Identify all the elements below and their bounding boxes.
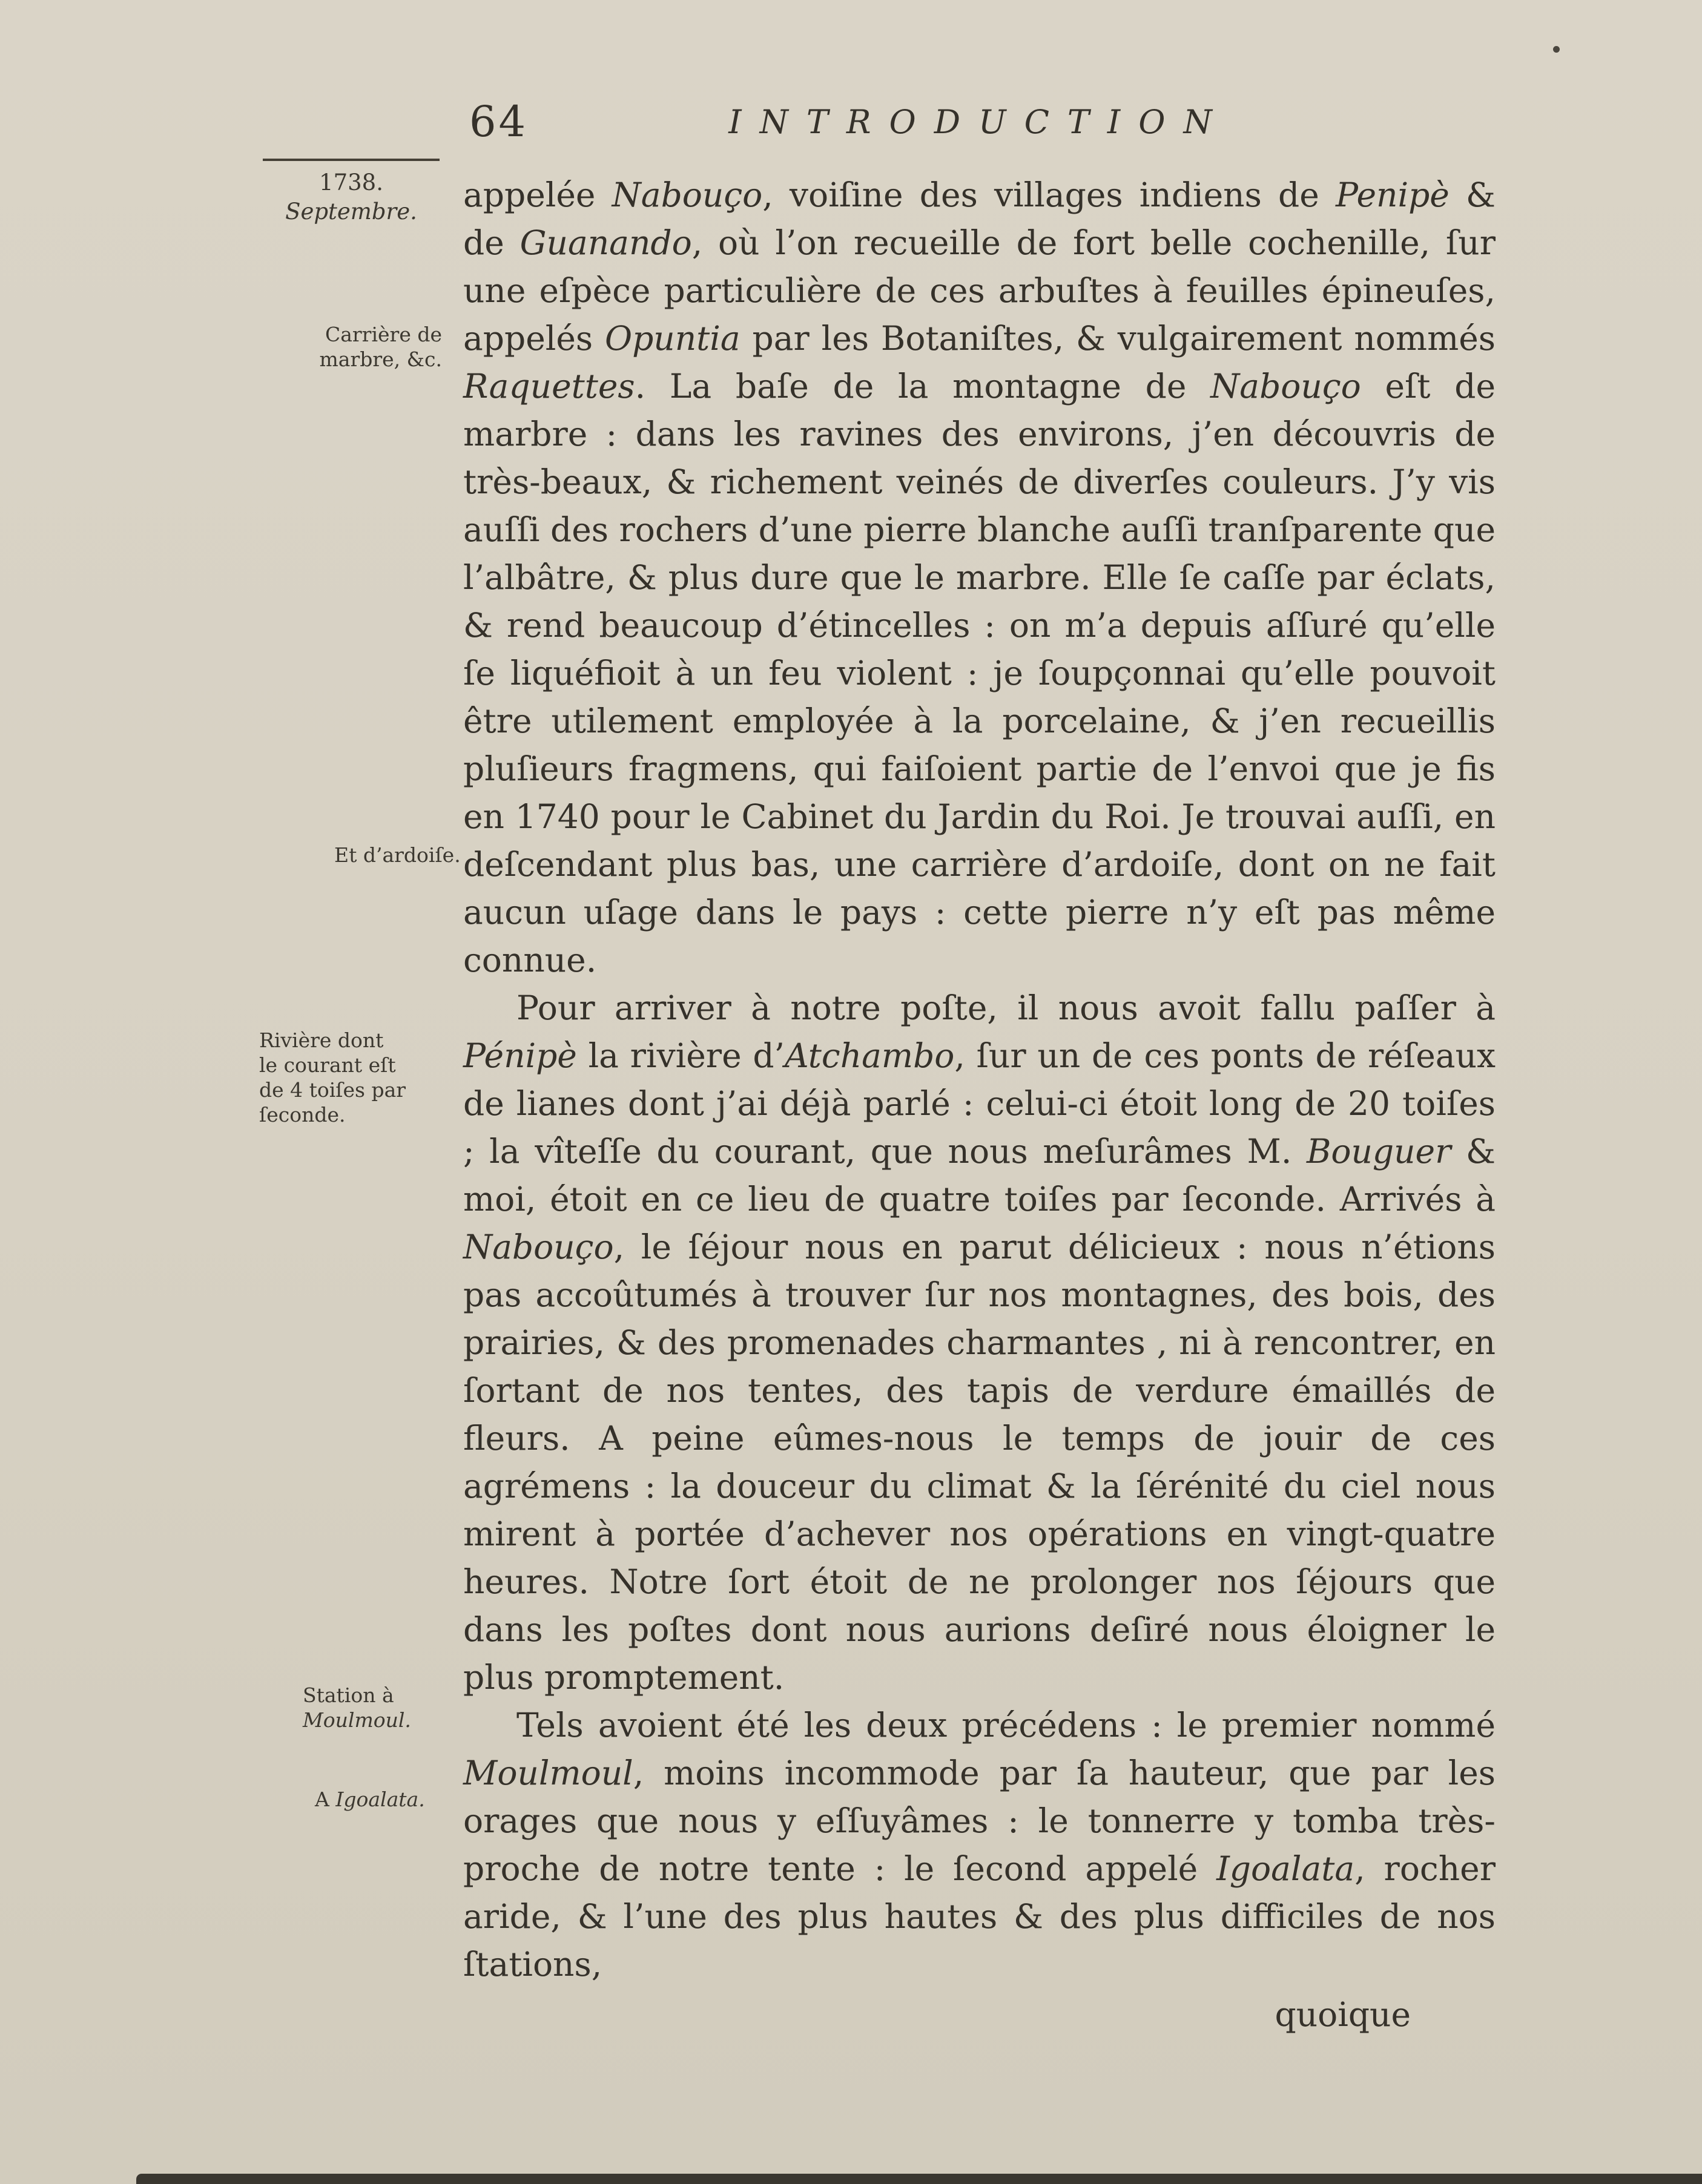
paragraph-journey: Pour arriver à notre poſte, il nous avoit fallu paſſer à Pénipè la rivière d’Atchambo, ſur un de ces ponts de réſeaux de lianes dont j’ai déjà parlé : celui-ci étoit long de 20 toiſes ; la vîteſſe du courant, que nous meſurâmes M. Bouguer & moi, étoit en ce lieu de quatre toiſes par ſeconde. Arrivés à Nabouço, le ſéjour nous en parut délicieux : nous n’étions pas accoûtumés à trouver ſur nos montagnes, des bois, des prairies, & des promenades charmantes , ni à rencontrer, en ſortant de nos tentes, des tapis de verdure émaillés de fleurs. A peine eûmes-nous le temps de jouir de ces agrémens : la douceur du climat & la ſérénité du ciel nous mirent à portée d’achever nos opérations en vingt-quatre heures. Notre ſort étoit de ne prolonger nos ſéjours que dans les poſtes dont nous aurions deſiré nous éloigner le plus promptement. (463, 988, 1496, 1697)
paragraph-continuation: appelée Nabouço, voiſine des villages indiens de Penipè & de Guanando, où l’on recueille de fort belle cochenille, ſur une eſpèce particulière de ces arbuſtes à feuilles épineuſes, appelés Opuntia par les Botaniſtes, & vulgairement nommés Raquettes. La baſe de la montagne de Nabouço eſt de marbre : dans les ravines des environs, j’en découvris de très-beaux, & richement veinés de diverſes couleurs. J’y vis auſſi des rochers d’une pierre blanche auſſi tranſparente que l’albâtre, & plus dure que le marbre. Elle ſe caſſe par éclats, & rend beaucoup d’étincelles : on m’a depuis aſſuré qu’elle ſe liquéfioit à un feu violent : je ſoupçonnai qu’elle pouvoit être utilement employée à la porcelaine, & j’en recueillis pluſieurs fragmens, qui faiſoient partie de l’envoi que je fis en 1740 pour le Cabinet du Jardin du Roi. Je trouvai auſſi, en deſcendant plus bas, une carrière d’ardoiſe, dont on ne fait aucun uſage dans le pays : cette pierre n’y eſt pas même connue. (463, 176, 1496, 979)
ink-speck (1553, 46, 1560, 53)
margin-note-slate: Et d’ardoiſe. (334, 843, 461, 867)
scan-edge-shadow (136, 2174, 1702, 2184)
running-head: INTRODUCTION (728, 103, 1230, 141)
body-text (463, 171, 1496, 2039)
margin-note-station-moulmoul: Station à Moulmoul. (303, 1683, 411, 1732)
margin-note-marble-quarry: Carrière de marbre, &c. (319, 323, 442, 371)
margin-note-rule (263, 159, 440, 161)
margin-note-river-current: Rivière dont le courant eſt de 4 toiſes par ſeconde. (259, 1028, 406, 1127)
margin-note-date: 1738. Septembre. (260, 159, 442, 226)
page-number: 64 (469, 97, 529, 146)
catchword: quoique (1275, 1995, 1411, 2034)
paragraph-stations: Tels avoient été les deux précédens : le premier nommé Moulmoul, moins incommode par ſa hauteur, que par les orages que nous y eſſuyâmes : le tonnerre y tomba très-proche de notre tente : le ſecond appelé Igoalata, rocher aride, & l’une des plus hautes & des plus difficiles de nos ſtations, (463, 1706, 1496, 1984)
margin-note-igoalata: A Igoalata. (315, 1788, 425, 1811)
